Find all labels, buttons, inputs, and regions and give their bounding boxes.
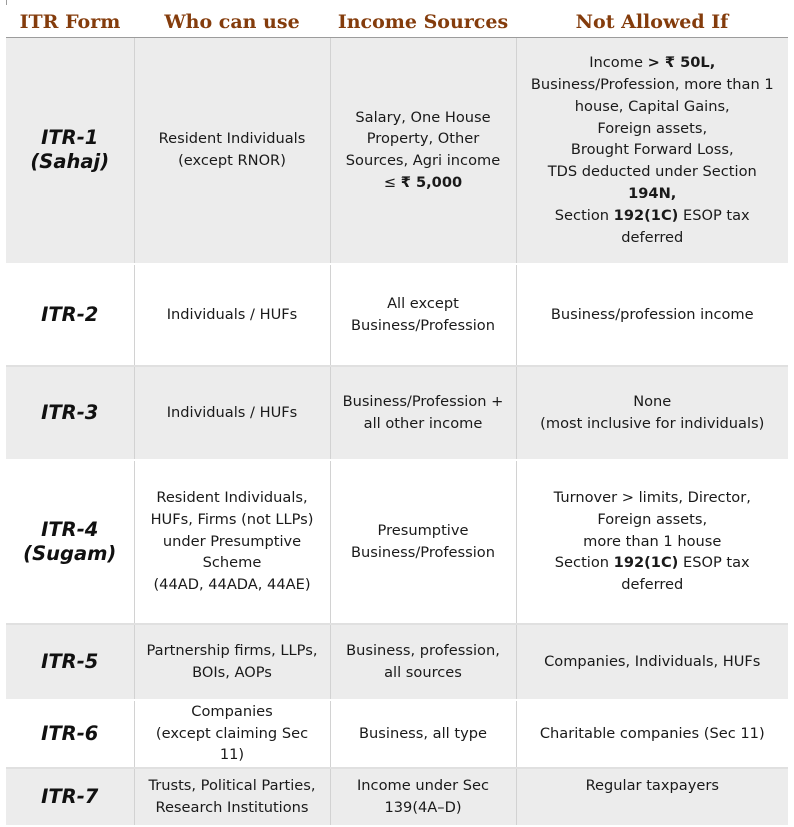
who-line: Scheme	[202, 554, 262, 572]
form-name: ITR-4	[41, 517, 99, 541]
income-sources-cell	[330, 460, 516, 624]
form-name-cell	[6, 768, 134, 826]
section-194n-line	[519, 183, 787, 205]
who-line: (except claiming Sec	[155, 724, 309, 742]
header-income-sources: Income Sources	[330, 6, 516, 38]
income-limit-line	[335, 172, 512, 194]
not-allowed-line: deferred	[621, 228, 684, 246]
income-line: Presumptive	[377, 521, 469, 539]
who-line: Resident Individuals,	[156, 489, 308, 506]
section-prefix: Section	[554, 554, 614, 572]
not-allowed-line: None	[633, 392, 672, 410]
not-allowed-cell	[516, 264, 788, 366]
not-allowed-line: house, Capital Gains,	[574, 97, 730, 115]
who-line: Individuals / HUFs	[166, 403, 298, 421]
not-allowed-line: Regular taxpayers	[585, 776, 719, 794]
income-line: Salary, One House	[355, 108, 491, 126]
who-can-use-cell	[134, 264, 330, 366]
form-name-cell	[6, 700, 134, 768]
who-line: Research Institutions	[155, 798, 309, 816]
not-allowed-line: Foreign assets,	[597, 510, 708, 528]
form-alias: (Sugam)	[23, 541, 117, 565]
form-name: ITR-6	[41, 721, 99, 745]
who-line: under Presumptive	[162, 532, 302, 550]
table-row-itr-1	[6, 38, 788, 264]
income-line: Business, all type	[359, 724, 487, 742]
section-prefix: Section	[554, 206, 614, 224]
form-name: ITR-5	[41, 649, 99, 673]
form-name-cell	[6, 264, 134, 366]
header-not-allowed-if: Not Allowed If	[516, 6, 788, 38]
not-allowed-cell	[516, 768, 788, 826]
not-allowed-line: Business/Profession, more than 1	[530, 75, 774, 93]
form-name: ITR-3	[41, 400, 99, 424]
not-allowed-line: Companies, Individuals, HUFs	[544, 652, 761, 670]
not-allowed-line: (most inclusive for individuals)	[540, 414, 765, 432]
not-allowed-cell	[516, 38, 788, 264]
income-line: Property, Other	[366, 130, 480, 148]
who-line: Trusts, Political Parties,	[148, 776, 316, 794]
not-allowed-line: deferred	[621, 576, 684, 594]
section-192-line	[519, 552, 787, 574]
income-limit-prefix: ≤	[383, 174, 401, 192]
who-can-use-cell	[134, 460, 330, 624]
section-192-1c: 192(1C)	[613, 206, 679, 224]
who-line: Companies	[191, 702, 273, 720]
not-allowed-cell	[516, 700, 788, 768]
not-allowed-line: Brought Forward Loss,	[570, 141, 734, 159]
table-row-itr-3	[6, 366, 788, 460]
table-row-itr-7	[6, 768, 788, 826]
form-name-cell	[6, 38, 134, 264]
form-name: ITR-7	[41, 784, 99, 808]
not-allowed-line: Foreign assets,	[597, 119, 708, 137]
income-sources-cell	[330, 700, 516, 768]
not-allowed-line: more than 1 house	[583, 532, 722, 550]
section-192-line	[519, 205, 787, 227]
income-sources-cell	[330, 38, 516, 264]
section-192-1c: 192(1C)	[613, 554, 679, 572]
not-allowed-cell	[516, 624, 788, 700]
not-allowed-line: Charitable companies (Sec 11)	[539, 724, 765, 742]
income-limit-amount: ₹ 5,000	[400, 174, 463, 192]
section-suffix: ESOP tax	[678, 554, 750, 572]
income-threshold-line	[519, 52, 787, 74]
header-row	[6, 6, 788, 38]
income-sources-cell	[330, 264, 516, 366]
income-threshold-value: > ₹ 50L,	[647, 54, 716, 72]
form-alias: (Sahaj)	[30, 150, 110, 174]
section-suffix: ESOP tax	[678, 206, 750, 224]
income-threshold-prefix: Income	[589, 54, 648, 72]
form-name-cell	[6, 460, 134, 624]
table-row-itr-6	[6, 700, 788, 768]
table-row-itr-2	[6, 264, 788, 366]
who-line: HUFs, Firms (not LLPs)	[150, 510, 314, 528]
who-can-use-cell	[134, 768, 330, 826]
who-line: Partnership firms, LLPs,	[146, 641, 318, 659]
income-line: all other income	[363, 414, 483, 432]
not-allowed-cell	[516, 460, 788, 624]
form-name: ITR-2	[41, 302, 99, 326]
corner-mark	[0, 0, 7, 5]
not-allowed-line: Business/profession income	[550, 305, 754, 323]
form-name-cell	[6, 624, 134, 700]
who-can-use-cell	[134, 624, 330, 700]
header-itr-form: ITR Form	[6, 6, 134, 38]
who-line: 11)	[219, 746, 245, 764]
income-sources-cell	[330, 366, 516, 460]
income-line: 139(4A–D)	[384, 798, 462, 816]
who-line: BOIs, AOPs	[192, 663, 272, 681]
table-row-itr-5	[6, 624, 788, 700]
income-line: Business, profession,	[346, 641, 500, 659]
section-194n: 194N,	[628, 184, 677, 202]
form-name-cell	[6, 366, 134, 460]
income-line: Sources, Agri income	[345, 152, 501, 170]
not-allowed-cell	[516, 366, 788, 460]
who-line: (except RNOR)	[178, 152, 286, 170]
form-name: ITR-1	[41, 126, 99, 150]
who-line: (44AD, 44ADA, 44AE)	[153, 576, 311, 594]
income-line: all sources	[384, 663, 462, 681]
income-sources-cell	[330, 768, 516, 826]
income-line: All except	[387, 294, 459, 312]
not-allowed-line: Turnover > limits, Director,	[553, 489, 751, 506]
not-allowed-line: TDS deducted under Section	[547, 163, 757, 181]
who-line: Individuals / HUFs	[166, 305, 298, 323]
who-can-use-cell	[134, 700, 330, 768]
who-can-use-cell	[134, 38, 330, 264]
who-can-use-cell	[134, 366, 330, 460]
income-line: Business/Profession	[351, 316, 495, 334]
income-line: Business/Profession	[351, 543, 495, 561]
income-line: Business/Profession +	[342, 392, 504, 410]
income-sources-cell	[330, 624, 516, 700]
itr-forms-table	[6, 6, 788, 827]
table-row-itr-4	[6, 460, 788, 624]
income-line: Income under Sec	[357, 776, 489, 794]
who-line: Resident Individuals	[158, 130, 306, 148]
header-who-can-use: Who can use	[134, 6, 330, 38]
